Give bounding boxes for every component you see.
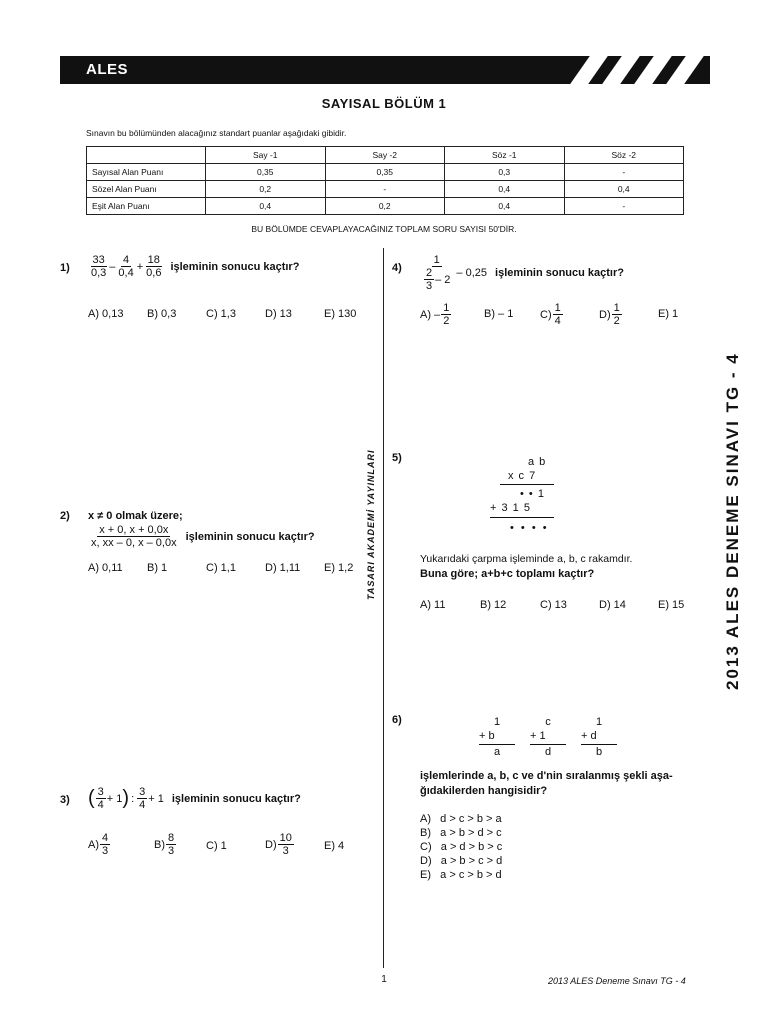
operator: – 2: [435, 273, 451, 286]
header-bar: [60, 56, 710, 84]
option-b[interactable]: B) 0,3: [147, 308, 177, 320]
header-stripe: [634, 56, 672, 84]
numerator: 1: [443, 302, 450, 314]
option-d[interactable]: D) 1,11: [265, 562, 301, 574]
option-b[interactable]: B) 1: [147, 562, 168, 574]
operator: + 1: [148, 792, 164, 805]
table-header-row: [87, 147, 684, 164]
numerator: 3: [139, 786, 146, 798]
denominator: 0,3: [91, 267, 107, 279]
page-number: 1: [381, 974, 387, 985]
question-expression: [88, 254, 299, 279]
table-row: [87, 164, 684, 181]
option-c[interactable]: C) 13: [540, 599, 567, 611]
option-e[interactable]: E) 4: [324, 840, 345, 852]
sum-line: [500, 484, 554, 485]
option-c[interactable]: C) a > d > b > c: [420, 841, 503, 853]
question-description: Yukarıdaki çarpma işleminde a, b, c rakamdır.: [420, 553, 633, 565]
fraction: [89, 254, 108, 279]
operation-top: 1: [595, 716, 603, 728]
option-c[interactable]: C) 1,1: [206, 562, 236, 574]
numerator: 3: [97, 786, 104, 798]
table-cell: 0,4: [445, 181, 565, 198]
sidebar-exam-title: 2013 ALES DENEME SINAVI TG - 4: [723, 352, 742, 690]
fraction: [137, 786, 147, 811]
option-a[interactable]: [420, 302, 452, 327]
question-text: işleminin sonucu kaçtır?: [171, 792, 301, 805]
denominator: 3: [102, 845, 109, 857]
paren: (: [88, 787, 95, 809]
operation-mid: + b: [479, 730, 495, 742]
option-e[interactable]: E) 1,2: [324, 562, 354, 574]
score-table: [86, 146, 684, 215]
operator: –: [109, 260, 116, 273]
numerator: x + 0, x + 0,0x: [99, 524, 169, 536]
table-cell: 0,3: [445, 164, 565, 181]
intro-text: Sınavın bu bölümünden alacağınız standart puanlar aşağıdaki gibidir.: [86, 128, 347, 138]
question-expression: [420, 254, 624, 292]
question-text: işleminin sonucu kaçtır?: [495, 267, 624, 279]
table-cell: 0,35: [206, 164, 326, 181]
question-number: 3): [60, 794, 70, 806]
denominator: 4: [139, 799, 146, 811]
table-row: [87, 181, 684, 198]
table-cell: 0,2: [325, 198, 445, 215]
multiplication-row: x c 7: [508, 470, 537, 482]
operator: :: [131, 792, 135, 805]
option-a[interactable]: [88, 832, 111, 857]
table-cell: -: [564, 198, 684, 215]
question-condition: x ≠ 0 olmak üzere;: [88, 510, 183, 522]
publisher-label: TASARI AKADEMİ YAYINLARI: [366, 449, 376, 600]
option-d[interactable]: D) 14: [599, 599, 626, 611]
fraction: [278, 832, 294, 857]
operation-line: [479, 744, 515, 745]
option-label: D): [265, 838, 277, 851]
table-cell: 0,4: [564, 181, 684, 198]
header-stripe: [570, 56, 608, 84]
numerator: 2: [426, 267, 433, 279]
multiplication-row: • • • •: [510, 522, 549, 534]
fraction: [553, 302, 563, 327]
fraction: [424, 267, 434, 292]
numerator: 1: [433, 254, 440, 266]
option-label: C): [540, 308, 552, 321]
operation-top: 1: [493, 716, 501, 728]
header-stripe: [666, 56, 704, 84]
table-cell: 0,2: [206, 181, 326, 198]
multiplication-row: • • 1: [520, 488, 545, 500]
operation-result: a: [493, 746, 501, 758]
question-text: ğıdakilerden hangisidir?: [420, 785, 548, 797]
header-label: ALES: [86, 61, 129, 78]
option-e[interactable]: E) 15: [658, 599, 685, 611]
option-label: A): [88, 838, 99, 851]
option-d[interactable]: [265, 832, 295, 857]
question-number: 5): [392, 452, 402, 464]
denominator: 0,6: [146, 267, 162, 279]
operator: +: [136, 260, 144, 273]
paren: ): [122, 787, 130, 809]
numerator: 18: [147, 254, 160, 266]
table-cell: Sözel Alan Puanı: [87, 181, 206, 198]
question-count-note: BU BÖLÜMDE CEVAPLAYACAĞINIZ TOPLAM SORU SAYISI 50'DİR.: [251, 224, 517, 234]
option-c[interactable]: C) 1,3: [206, 308, 236, 320]
question-number: 6): [392, 714, 402, 726]
column-divider: [383, 248, 384, 968]
numerator: 4: [123, 254, 130, 266]
question-expression: [88, 524, 315, 549]
table-cell: -: [325, 181, 445, 198]
fraction: [612, 302, 622, 327]
option-d[interactable]: D) 13: [265, 308, 292, 320]
table-cell: Sayısal Alan Puanı: [87, 164, 206, 181]
operator: – 0,25: [456, 267, 488, 279]
option-d[interactable]: D) a > b > c > d: [420, 855, 503, 867]
denominator: 0,4: [118, 267, 134, 279]
question-text: işleminin sonucu kaçtır?: [170, 260, 300, 273]
table-header-cell: Say -1: [206, 147, 326, 164]
table-header-cell: Söz -2: [564, 147, 684, 164]
numerator: 4: [102, 832, 109, 844]
question-text: Buna göre; a+b+c toplamı kaçtır?: [420, 568, 595, 580]
table-header-cell: Say -2: [325, 147, 445, 164]
option-c[interactable]: [540, 302, 564, 327]
option-d[interactable]: [599, 302, 623, 327]
numerator: 8: [168, 832, 175, 844]
denominator: 2: [443, 315, 450, 327]
option-e[interactable]: E) 130: [324, 308, 357, 320]
table-cell: 0,4: [445, 198, 565, 215]
option-c[interactable]: C) 1: [206, 840, 227, 852]
section-title: SAYISAL BÖLÜM 1: [321, 96, 447, 111]
operation-mid: + d: [581, 730, 597, 742]
fraction: [441, 302, 451, 327]
option-e[interactable]: E) a > c > b > d: [420, 869, 502, 881]
header-stripe: [602, 56, 640, 84]
operation-line: [581, 744, 617, 745]
sum-line: [490, 517, 554, 518]
table-cell: Eşit Alan Puanı: [87, 198, 206, 215]
operation-line: [530, 744, 566, 745]
fraction: [96, 786, 106, 811]
footer-title: 2013 ALES Deneme Sınavı TG - 4: [548, 976, 686, 986]
question-expression: [88, 786, 301, 811]
numerator: 1: [554, 302, 561, 314]
option-a[interactable]: A) 0,13: [88, 308, 124, 320]
option-label: D): [599, 308, 611, 321]
multiplication-row: a b: [528, 456, 547, 468]
question-number: 4): [392, 262, 402, 274]
complex-fraction: [421, 254, 452, 292]
denominator: 3: [426, 280, 433, 292]
option-b[interactable]: B) – 1: [484, 308, 514, 320]
option-a[interactable]: A) 0,11: [88, 562, 123, 574]
question-text: işleminin sonucu kaçtır?: [185, 530, 315, 543]
numerator: 1: [613, 302, 620, 314]
denominator: 3: [282, 845, 289, 857]
option-a[interactable]: A) d > c > b > a: [420, 813, 502, 825]
table-cell: 0,35: [325, 164, 445, 181]
option-b[interactable]: B) a > b > d > c: [420, 827, 502, 839]
multiplication-row: + 3 1 5: [490, 502, 531, 514]
option-b[interactable]: B) 12: [480, 599, 507, 611]
fraction: [144, 254, 163, 279]
numerator: 33: [92, 254, 105, 266]
question-number: 2): [60, 510, 70, 522]
question-number: 1): [60, 262, 70, 274]
operation-mid: + 1: [530, 730, 546, 742]
operation-result: d: [544, 746, 552, 758]
denominator: 4: [97, 799, 104, 811]
denominator: 4: [554, 315, 561, 327]
option-b[interactable]: [154, 832, 177, 857]
table-header-cell: Söz -1: [445, 147, 565, 164]
numerator: 10: [279, 832, 292, 844]
operation-top: c: [545, 716, 551, 728]
option-e[interactable]: E) 1: [658, 308, 679, 320]
fraction: [100, 832, 110, 857]
fraction: [116, 254, 135, 279]
option-a[interactable]: A) 11: [420, 599, 446, 611]
denominator: 2: [613, 315, 620, 327]
table-header-cell: [87, 147, 206, 164]
option-label: A) –: [420, 308, 441, 321]
table-cell: -: [564, 164, 684, 181]
question-text: işlemlerinde a, b, c ve d'nin sıralanmış şekli aşa-: [420, 770, 673, 782]
option-label: B): [154, 838, 165, 851]
fraction: [89, 524, 179, 549]
table-row: [87, 198, 684, 215]
fraction: [166, 832, 176, 857]
denominator: x, xx – 0, x – 0,0x: [91, 537, 177, 549]
operation-result: b: [595, 746, 603, 758]
operator: + 1: [106, 792, 123, 805]
denominator: 3: [168, 845, 175, 857]
table-cell: 0,4: [206, 198, 326, 215]
denominator: [421, 267, 452, 292]
